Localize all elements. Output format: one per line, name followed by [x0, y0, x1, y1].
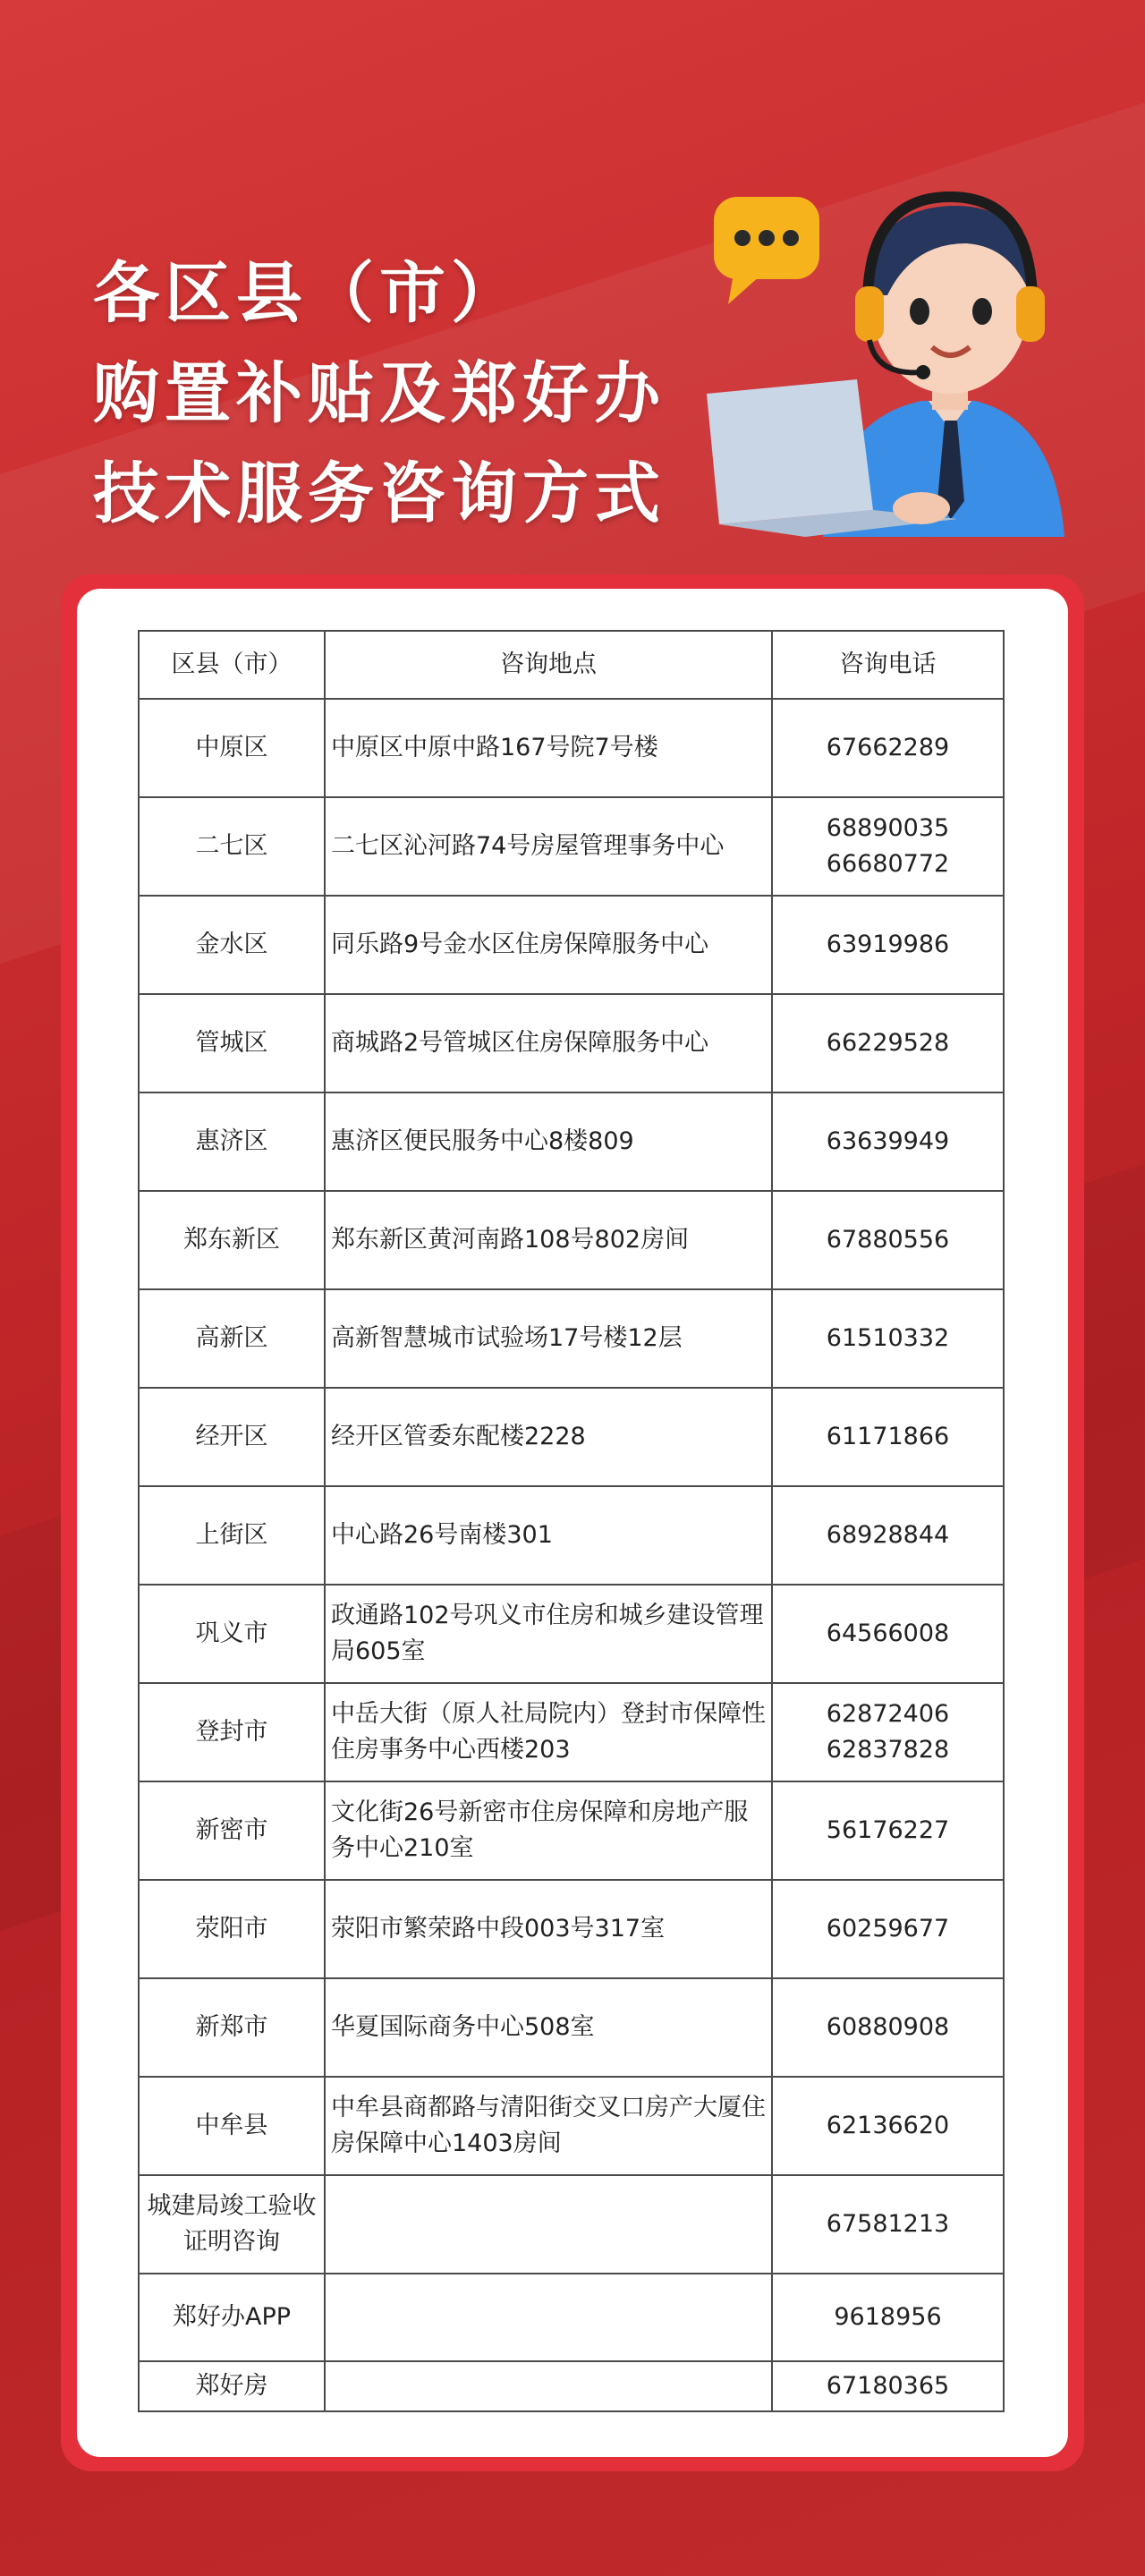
- phone-cell: [772, 1781, 1004, 1880]
- phone-number: 56176227: [826, 1816, 950, 1844]
- title-line-3: 技术服务咨询方式: [93, 455, 666, 532]
- contacts-table: [138, 630, 1005, 2412]
- table-row: [139, 1585, 1004, 1683]
- phone-number: 67581213: [826, 2210, 950, 2238]
- phone-cell: [772, 797, 1004, 896]
- district-cell: 惠济区: [139, 1092, 325, 1191]
- phone-cell: [772, 1486, 1004, 1585]
- phone-cell: [772, 1880, 1004, 1978]
- customer-service-agent-illustration: [698, 161, 1073, 537]
- table-row: [139, 2077, 1004, 2175]
- phone-number: 60259677: [826, 1915, 950, 1943]
- table-row: [139, 1880, 1004, 1978]
- location-cell: 华夏国际商务中心508室: [325, 1978, 772, 2077]
- location-cell: [325, 2175, 772, 2274]
- phone-cell: [772, 1978, 1004, 2077]
- phone-number: 68928844: [826, 1521, 950, 1549]
- district-cell: 新郑市: [139, 1978, 325, 2077]
- phone-number: 63639949: [826, 1127, 950, 1155]
- phone-cell: [772, 1683, 1004, 1781]
- phone-number: 67880556: [826, 1226, 950, 1254]
- phone-number: 68890035: [826, 814, 950, 842]
- district-cell: 巩义市: [139, 1585, 325, 1683]
- header-district: 区县（市）: [139, 631, 325, 699]
- phone-cell: [772, 1289, 1004, 1388]
- phone-cell: [772, 994, 1004, 1092]
- phone-number: 67180365: [826, 2372, 950, 2400]
- phone-number: 64566008: [826, 1620, 950, 1647]
- location-cell: [325, 2274, 772, 2361]
- title-line-2: 购置补贴及郑好办: [93, 355, 666, 432]
- table-row: [139, 2274, 1004, 2361]
- location-cell: 惠济区便民服务中心8楼809: [325, 1092, 772, 1191]
- table-row: [139, 699, 1004, 797]
- phone-cell: [772, 1585, 1004, 1683]
- location-cell: 中心路26号南楼301: [325, 1486, 772, 1585]
- district-cell: 二七区: [139, 797, 325, 896]
- phone-number: 60880908: [826, 2013, 950, 2041]
- phone-number: 62872406: [826, 1700, 950, 1728]
- header-location: 咨询地点: [325, 631, 772, 699]
- location-cell: 中岳大街（原人社局院内）登封市保障性住房事务中心西楼203: [325, 1683, 772, 1781]
- table-row: [139, 1486, 1004, 1585]
- table-row: [139, 1388, 1004, 1486]
- district-cell: 上街区: [139, 1486, 325, 1585]
- location-cell: 中牟县商都路与清阳街交叉口房产大厦住房保障中心1403房间: [325, 2077, 772, 2175]
- phone-cell: [772, 2077, 1004, 2175]
- location-cell: 政通路102号巩义市住房和城乡建设管理局605室: [325, 1585, 772, 1683]
- location-cell: 文化街26号新密市住房保障和房地产服务中心210室: [325, 1781, 772, 1880]
- table-row: [139, 896, 1004, 994]
- phone-number: 62136620: [826, 2112, 950, 2139]
- location-cell: 经开区管委东配楼2228: [325, 1388, 772, 1486]
- table-row: [139, 994, 1004, 1092]
- phone-number: 61510332: [826, 1324, 950, 1352]
- district-cell: 高新区: [139, 1289, 325, 1388]
- phone-cell: [772, 699, 1004, 797]
- district-cell: 经开区: [139, 1388, 325, 1486]
- district-cell: 金水区: [139, 896, 325, 994]
- location-cell: 二七区沁河路74号房屋管理事务中心: [325, 797, 772, 896]
- district-cell: 郑东新区: [139, 1191, 325, 1289]
- phone-cell: [772, 2175, 1004, 2274]
- district-cell: 管城区: [139, 994, 325, 1092]
- phone-cell: [772, 1388, 1004, 1486]
- table-row: [139, 2361, 1004, 2411]
- phone-number: 66680772: [826, 850, 950, 878]
- table-row: [139, 1092, 1004, 1191]
- district-cell: 城建局竣工验收证明咨询: [139, 2175, 325, 2274]
- table-row: [139, 1781, 1004, 1880]
- district-cell: 郑好房: [139, 2361, 325, 2411]
- district-cell: 新密市: [139, 1781, 325, 1880]
- table-row: [139, 1683, 1004, 1781]
- district-cell: 中原区: [139, 699, 325, 797]
- location-cell: 荥阳市繁荣路中段003号317室: [325, 1880, 772, 1978]
- phone-number: 62837828: [826, 1736, 950, 1764]
- location-cell: 中原区中原中路167号院7号楼: [325, 699, 772, 797]
- phone-number: 66229528: [826, 1029, 950, 1057]
- chat-bubble-icon: [714, 197, 819, 304]
- title-line-1: 各区县（市）: [93, 255, 522, 332]
- phone-cell: [772, 896, 1004, 994]
- table-header-row: [139, 631, 1004, 699]
- location-cell: 同乐路9号金水区住房保障服务中心: [325, 896, 772, 994]
- phone-number: 61171866: [826, 1423, 950, 1450]
- location-cell: 郑东新区黄河南路108号802房间: [325, 1191, 772, 1289]
- location-cell: 高新智慧城市试验场17号楼12层: [325, 1289, 772, 1388]
- phone-cell: [772, 1191, 1004, 1289]
- phone-cell: [772, 2274, 1004, 2361]
- header-phone: 咨询电话: [772, 631, 1004, 699]
- location-cell: 商城路2号管城区住房保障服务中心: [325, 994, 772, 1092]
- table-row: [139, 797, 1004, 896]
- table-row: [139, 1289, 1004, 1388]
- phone-number: 67662289: [826, 734, 950, 761]
- page-title: [93, 243, 719, 544]
- phone-number: 63919986: [826, 931, 950, 958]
- district-cell: 荥阳市: [139, 1880, 325, 1978]
- location-cell: [325, 2361, 772, 2411]
- table-row: [139, 2175, 1004, 2274]
- phone-cell: [772, 1092, 1004, 1191]
- table-row: [139, 1191, 1004, 1289]
- district-cell: 中牟县: [139, 2077, 325, 2175]
- district-cell: 登封市: [139, 1683, 325, 1781]
- phone-cell: [772, 2361, 1004, 2411]
- district-cell: 郑好办APP: [139, 2274, 325, 2361]
- table-row: [139, 1978, 1004, 2077]
- phone-number: 9618956: [834, 2303, 942, 2331]
